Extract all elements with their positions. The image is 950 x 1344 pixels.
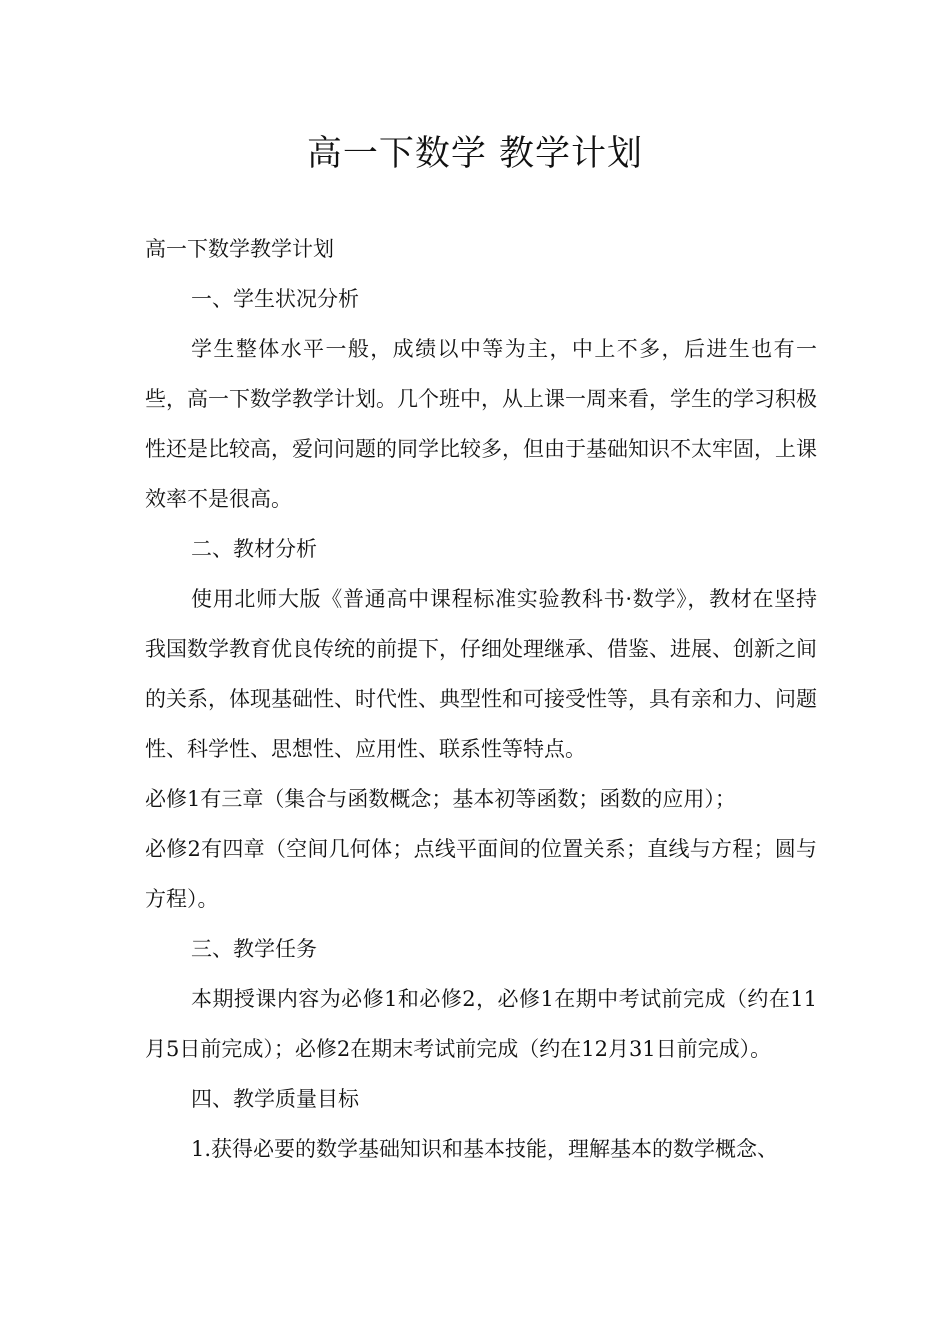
- subtitle-paragraph: 高一下数学教学计划: [145, 237, 334, 261]
- paragraph-student-analysis: 学生整体水平一般，成绩以中等为主，中上不多，后进生也有一些，高一下数学教学计划。几个班中，从上课一周来看，学生的学习积极性还是比较高，爱问问题的同学比较多，但由于基础知识不太牢固，上课效率不是很高。: [145, 337, 817, 511]
- paragraph-textbook-analysis: 使用北师大版《普通高中课程标准实验教科书·数学》，教材在坚持我国数学教育优良传统的前提下，仔细处理继承、借鉴、进展、创新之间的关系，体现基础性、时代性、典型性和可接受性等，具有亲和力、问题性、科学性、思想性、应用性、联系性等特点。: [145, 587, 817, 761]
- document-body: [145, 224, 817, 1174]
- paragraph-teaching-tasks: 本期授课内容为必修1和必修2，必修1在期中考试前完成（约在11月5日前完成）；必修2在期末考试前完成（约在12月31日前完成）。: [145, 987, 817, 1061]
- paragraph-required-course-1: 必修1有三章（集合与函数概念；基本初等函数；函数的应用）；: [145, 787, 736, 811]
- paragraph-required-course-2: 必修2有四章（空间几何体；点线平面间的位置关系；直线与方程；圆与方程）。: [145, 837, 817, 911]
- document-title: 高一下数学 教学计划: [306, 134, 644, 174]
- paragraph-quality-goal-1: 1.获得必要的数学基础知识和基本技能，理解基本的数学概念、: [191, 1137, 779, 1161]
- section-heading-teaching-tasks: 三、教学任务: [191, 937, 317, 961]
- section-heading-student-analysis: 一、学生状况分析: [191, 287, 359, 311]
- section-heading-textbook-analysis: 二、教材分析: [191, 537, 317, 561]
- section-heading-quality-goals: 四、教学质量目标: [191, 1087, 359, 1111]
